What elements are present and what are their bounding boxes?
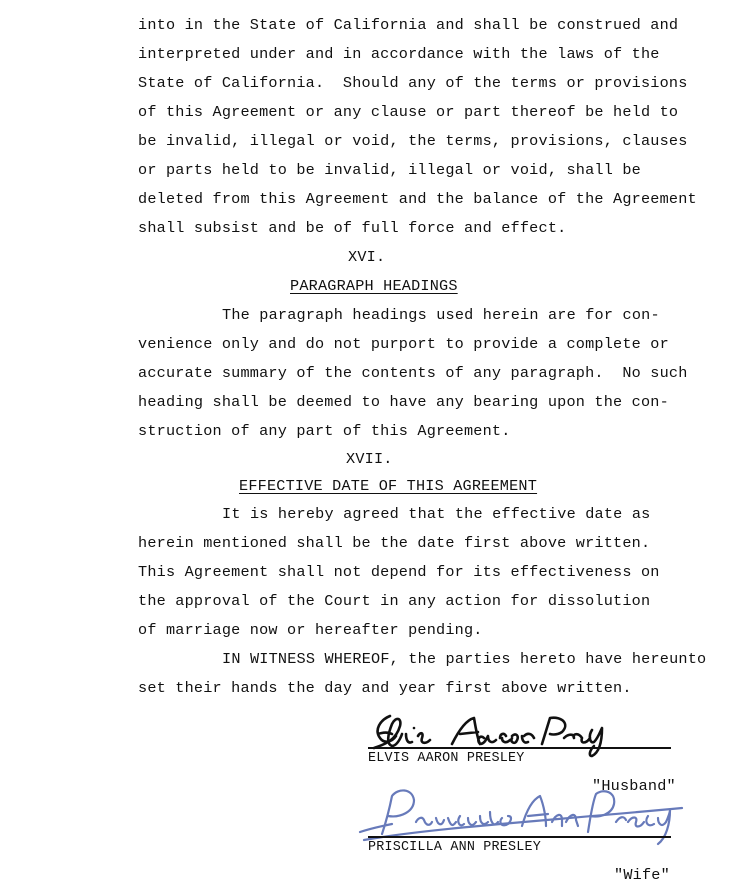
husband-printed-name: ELVIS AARON PRESLEY	[368, 751, 525, 766]
section-heading: PARAGRAPH HEADINGS	[290, 277, 458, 295]
paragraph-line: deleted from this Agreement and the balance of the Agreement	[138, 190, 697, 208]
wife-role-label: "Wife"	[614, 866, 670, 884]
wife-signature-line	[368, 836, 671, 838]
section-number: XVII.	[346, 450, 393, 468]
paragraph-line: heading shall be deemed to have any bearing upon the con-	[138, 393, 669, 411]
section-heading: EFFECTIVE DATE OF THIS AGREEMENT	[239, 477, 538, 495]
wife-printed-name: PRISCILLA ANN PRESLEY	[368, 840, 541, 855]
paragraph-line: The paragraph headings used herein are for con-	[222, 306, 660, 324]
paragraph-line: the approval of the Court in any action for dissolution	[138, 592, 651, 610]
paragraph-line: interpreted under and in accordance with the laws of the	[138, 45, 660, 63]
paragraph-line: of marriage now or hereafter pending.	[138, 621, 483, 639]
paragraph-line: into in the State of California and shall be construed and	[138, 16, 679, 34]
witness-line: IN WITNESS WHEREOF, the parties hereto have hereunto	[222, 650, 707, 668]
paragraph-line: This Agreement shall not depend for its effectiveness on	[138, 563, 660, 581]
section-number: XVI.	[348, 248, 386, 266]
paragraph-line: State of California. Should any of the terms or provisions	[138, 74, 688, 92]
paragraph-line: of this Agreement or any clause or part thereof be held to	[138, 103, 679, 121]
paragraph-line: be invalid, illegal or void, the terms, provisions, clauses	[138, 132, 688, 150]
husband-signature-line	[368, 747, 671, 749]
witness-line: set their hands the day and year first above written.	[138, 679, 632, 697]
paragraph-line: accurate summary of the contents of any paragraph. No such	[138, 364, 688, 382]
husband-role-label: "Husband"	[592, 777, 676, 795]
paragraph-line: or parts held to be invalid, illegal or void, shall be	[138, 161, 641, 179]
paragraph-line: It is hereby agreed that the effective date as	[222, 505, 651, 523]
paragraph-line: shall subsist and be of full force and effect.	[138, 219, 567, 237]
paragraph-line: herein mentioned shall be the date first above written.	[138, 534, 651, 552]
paragraph-line: venience only and do not purport to provide a complete or	[138, 335, 669, 353]
paragraph-line: struction of any part of this Agreement.	[138, 422, 511, 440]
